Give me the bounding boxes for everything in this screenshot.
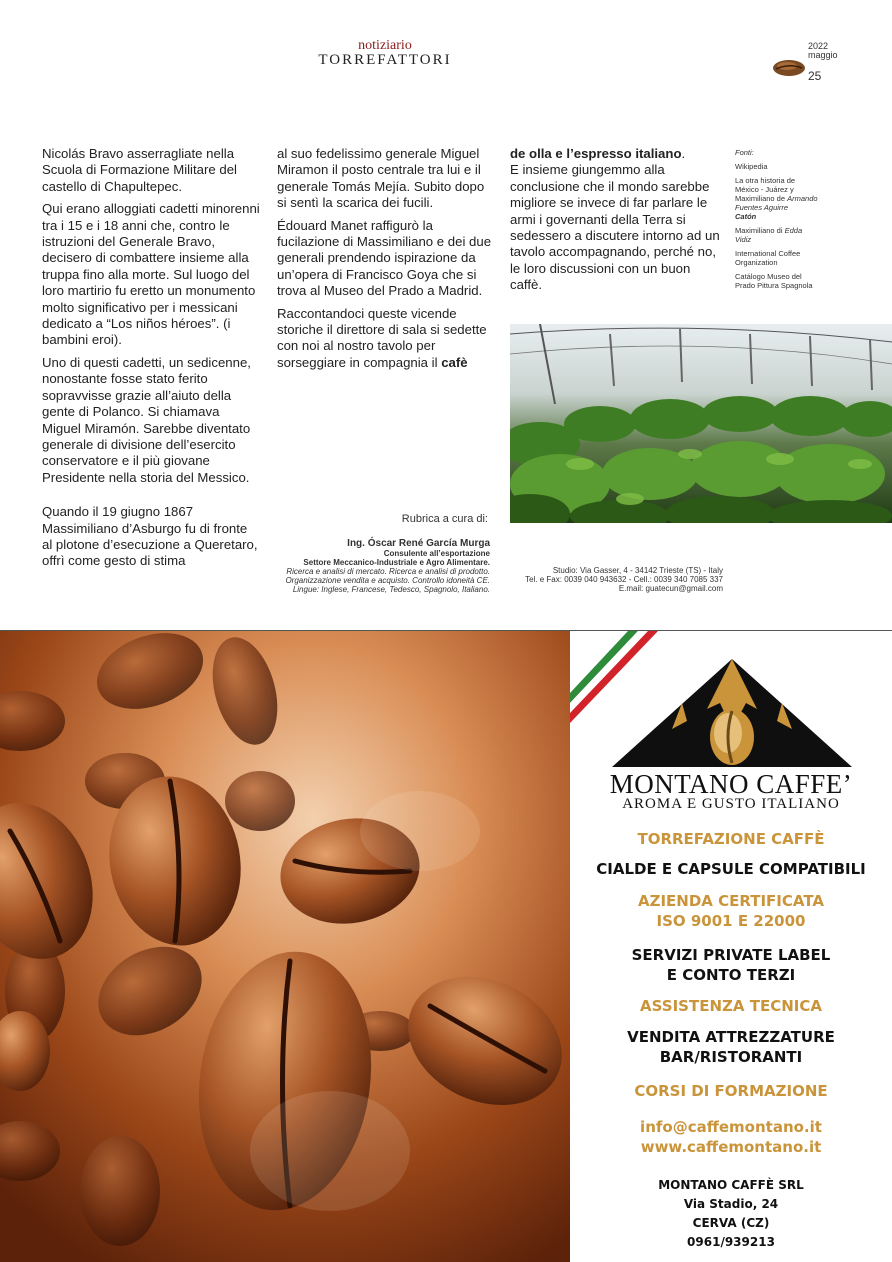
- service-line: TORREFAZIONE CAFFÈ: [637, 830, 825, 848]
- sources-box: [735, 148, 820, 295]
- service-line: E CONTO TERZI: [666, 966, 796, 984]
- paragraph: Quando il 19 giugno 1867 Massimiliano d’Asburgo fu di fronte al plotone d’esecuzione a Queretaro, offrì come gesto di stima: [42, 504, 258, 569]
- article-column-3: [510, 146, 725, 300]
- source-item: [735, 226, 820, 244]
- author-name: Ing. Óscar René García Murga: [347, 538, 490, 549]
- source-author: Edda Vidiz: [735, 226, 803, 244]
- article-column-1: [42, 146, 260, 576]
- column-credit-label: Rubrica a cura di:: [401, 513, 488, 525]
- masthead-title: TORREFATTORI: [318, 52, 452, 68]
- bold-term: cafè: [441, 354, 468, 370]
- service-line: CORSI DI FORMAZIONE: [634, 1082, 828, 1100]
- source-author: Armando Fuentes Aguirre: [735, 194, 818, 212]
- service-line: ASSISTENZA TECNICA: [640, 997, 822, 1015]
- author-role: Settore Meccanico-Industriale e Agro Alimentare.: [303, 558, 490, 567]
- montano-caffe-advert: [570, 631, 892, 1262]
- company-street: Via Stadio, 24: [683, 1197, 779, 1211]
- coffee-bean-icon: [772, 58, 806, 78]
- article-column-2: [277, 146, 493, 377]
- source-text: Maximiliano di: [735, 226, 783, 235]
- paragraph: Nicolás Bravo asserragliate nella Scuola di Formazione Militare del castello di Chapultepec.: [42, 146, 237, 194]
- author-role: Consulente all’esportazione: [383, 549, 490, 558]
- source-item: [735, 176, 820, 221]
- source-item: Catálogo Museo del Prado Pittura Spagnola: [735, 272, 813, 290]
- paragraph-text: .: [681, 146, 686, 161]
- studio-email: E.mail: guatecun@gmail.com: [618, 584, 723, 593]
- source-item: Wikipedia: [735, 162, 768, 171]
- coffee-beans-image: [0, 631, 570, 1262]
- studio-address: Studio: Via Gasser, 4 - 34142 Trieste (TS) - Italy: [552, 566, 723, 575]
- source-item: International Coffee Organization: [735, 249, 801, 267]
- paragraph: Uno di questi cadetti, un sedicenne, nonostante fosse stato ferito sopravvisse grazie all’aiuto della gente di Polanco. Si chiamava Miguel Miramón. Sarebbe diventato generale di divisione dell’esercito conservatore e il più giovane Presidente nella storia del Messico.: [42, 354, 251, 485]
- paragraph-text: Raccontandoci queste vicende storiche il direttore di sala si sedette con noi al nostro tavolo per sorseggiare in compagnia il: [277, 305, 487, 370]
- paragraph: Qui erano alloggiati cadetti minorenni tra i 15 e i 18 anni che, contro le istruzioni del Generale Bravo, decisero di combattere insieme alla truppa fino alla morte. Sul luogo del loro martirio fu eretto un monumento molto significativo per i messicani dedicato a “Los niños héroes”. (i bambini eroi).: [42, 201, 260, 348]
- issue-info: [808, 42, 838, 81]
- company-city: CERVA (CZ): [692, 1216, 770, 1230]
- company-phone: 0961/939213: [687, 1235, 775, 1249]
- masthead-subtitle: notiziario: [358, 38, 412, 53]
- paragraph-text: E insieme giungemmo alla conclusione che il mondo sarebbe migliore se invece di far parlare le armi i governanti della Terra si sedessero a discutere intorno ad un tavolo accompagnando, perché no, le loro discussioni con un buon caffè.: [510, 162, 720, 293]
- author-description: Organizzazione vendita e acquisto. Controllo idoneità CE.: [285, 576, 490, 585]
- author-description: Lingue: Inglese, Francese, Tedesco, Spagnolo, Italiano.: [292, 585, 490, 594]
- source-author-alias: Catón: [735, 212, 757, 221]
- studio-contact: [510, 566, 723, 593]
- coffee-plantation-photo: [510, 324, 892, 523]
- bold-term: de olla e l’espresso italiano: [510, 146, 682, 161]
- paragraph: al suo fedelissimo generale Miguel Miramon il posto centrale tra lui e il generale Tomás Mejía. Subito dopo si sentì la scarica dei fucili.: [277, 146, 485, 211]
- paragraph: [510, 146, 725, 294]
- service-line: BAR/RISTORANTI: [659, 1048, 803, 1066]
- advert-services: [570, 829, 892, 1252]
- studio-phones: Tel. e Fax: 0039 040 943632 - Cell.: 0039 340 7085 337: [525, 575, 723, 584]
- brand-tagline: AROMA E GUSTO ITALIANO: [622, 796, 840, 812]
- svg-text:R: R: [827, 754, 833, 761]
- author-description: Ricerca e analisi di mercato. Ricerca e analisi di prodotto.: [286, 567, 490, 576]
- magazine-masthead: [300, 40, 470, 68]
- paragraph: [277, 306, 493, 372]
- service-line: SERVIZI PRIVATE LABEL: [631, 946, 831, 964]
- issue-month: maggio: [808, 50, 838, 60]
- service-line: AZIENDA CERTIFICATA: [637, 892, 825, 910]
- advert-website[interactable]: www.caffemontano.it: [640, 1138, 822, 1156]
- issue-year: 2022: [808, 41, 829, 51]
- service-line: VENDITA ATTREZZATURE: [627, 1028, 835, 1046]
- paragraph: Édouard Manet raffigurò la fucilazione di Massimiliano e dei due generali prendendo ispirazione da un’opera di Francisco Goya che si trova al Museo del Prado a Madrid.: [277, 217, 492, 299]
- service-line: ISO 9001 E 22000: [656, 912, 806, 930]
- author-credit: [278, 538, 490, 594]
- sources-title: Fonti:: [735, 148, 754, 157]
- page-number: 25: [808, 69, 822, 83]
- brand-name: MONTANO CAFFE’: [609, 769, 853, 799]
- source-text: La otra historia de México - Juárez y Maximiliano de: [735, 176, 796, 203]
- advert-email[interactable]: info@caffemontano.it: [640, 1118, 822, 1136]
- service-line: CIALDE E CAPSULE COMPATIBILI: [596, 860, 866, 878]
- company-name: MONTANO CAFFÈ SRL: [658, 1178, 804, 1192]
